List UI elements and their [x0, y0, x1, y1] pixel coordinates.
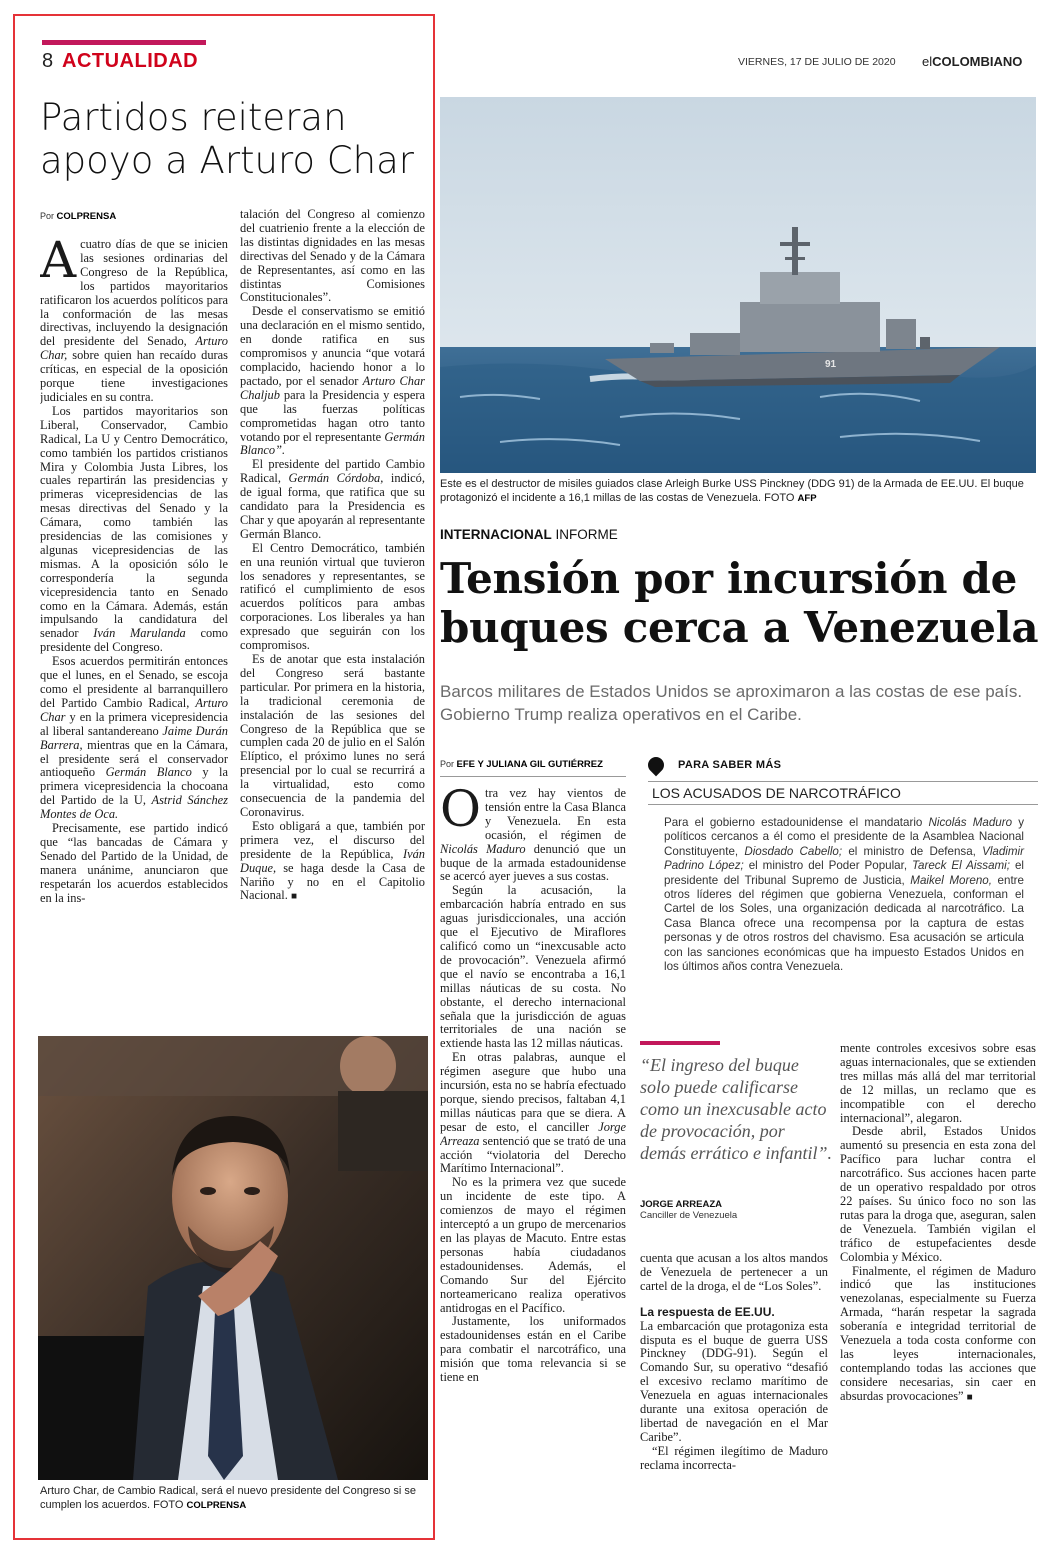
paragraph-text: tra vez hay vientos de tensión entre la Casa Blanca y Venezuela. En esta ocasión, el régimen de [485, 787, 626, 842]
person-name: Diosdado Cabello; [744, 844, 843, 858]
paragraph-text: y la primera vicepresidencia la chocoana del Partido de la U, [40, 765, 228, 808]
person-name: Arturo Char Chaljub [240, 373, 425, 402]
paragraph-text: Esos acuerdos permitirán entonces que el lunes, en el Senado, se escoja como el presidente al barranquillero del Partido Cambio Radical, [40, 654, 228, 710]
right-subhead: Barcos militares de Estados Unidos se aproximaron a las costas de ese país. Gobierno Trump realiza operativos en el Caribe. [440, 682, 1023, 724]
info-text: el presidente del Tribunal Supremo de Justicia, [664, 859, 1024, 887]
left-byline [40, 211, 116, 222]
portrait-illustration [38, 1036, 428, 1480]
uss-pinckney-photo [440, 97, 1036, 473]
paragraph-text: y en la primera vicepresidencia al liberal santandereano [40, 709, 228, 738]
newspaper-logo [922, 54, 1022, 69]
info-box-subtitle: LOS ACUSADOS DE NARCOTRÁFICO [648, 781, 1038, 805]
paragraph-text: como presidente del Congreso. [40, 626, 228, 655]
person-name: Arturo Char, [40, 334, 228, 363]
section-accent-bar [42, 40, 206, 45]
paragraph-text: No es la primera vez que sucede un incidente de este tipo. A comienzos de mayo el régimen interceptó a un grupo de mercenarios en las playas de Macuto. Entre estas personas había ciudadanos estadounidenses. Además, el Comando Sur del Ejército norteamericano realiza operativos antidrogas en el Pacífico. [440, 1175, 626, 1315]
person-name: Iván Duque, [240, 846, 425, 875]
paragraph-text: Desde abril, Estados Unidos aumentó su presencia en esta zona del Pacífico para luchar contra el narcotráfico. Sus acciones hacen parte de un operativo respaldado por otros 22 países. Su único foco no son las rutas para la droga que, aseguran, salen de Venezuela. También vigilan el tráfico de estupefacientes desde Colombia y México. [840, 1124, 1036, 1264]
info-text: el ministro de Defensa, [848, 844, 976, 858]
quote-author-role: Canciller de Venezuela [640, 1210, 738, 1221]
credit-label: FOTO [153, 1499, 184, 1511]
section-subheading: La respuesta de EE.UU. [640, 1304, 775, 1319]
kicker-type: INFORME [555, 527, 618, 542]
paragraph-text: cuenta que acusan a los altos mandos de Venezuela de pertenecer a un cartel de la droga, el de “Los Soles”. [640, 1252, 828, 1293]
right-story-column-2 [640, 1252, 828, 1540]
person-name: Astrid Sánchez Montes de Oca. [40, 793, 228, 822]
end-mark: ■ [966, 1391, 973, 1403]
right-kicker [440, 527, 618, 542]
right-headline: Tensión por incursión de buques cerca a Venezuela [440, 554, 1039, 652]
section-name: ACTUALIDAD [62, 50, 199, 72]
person-name: Arturo Char [40, 695, 228, 724]
photo-credit: COLPRENSA [186, 1500, 247, 1511]
end-mark: ■ [290, 891, 297, 903]
paragraph-text: “El régimen ilegítimo de Maduro reclama incorrecta- [640, 1443, 828, 1472]
paragraph-text: Justamente, los uniformados estadounidenses están en el Caribe para combatir el narcotráfico, una misión que toma relevancia si se tiene en [440, 1314, 626, 1385]
credit-label: FOTO [764, 492, 795, 504]
info-box-body [664, 816, 1024, 974]
person-name: Germán Blanco”. [240, 429, 425, 458]
paragraph-text: talación del Congreso al comienzo del cuatrienio frente a la elección de las distintas dignidades en las mesas directivas del Senado y de la Cámara de Representantes, así como en las distintas Comisiones Constitucionales”. [240, 208, 425, 305]
byline-prefix: Por [40, 211, 55, 221]
paragraph-text: Es de anotar que esta instalación del Congreso será bastante particular. Por primera en la historia, la tradicional ceremonia de instalación de las sesiones del Congreso de la República que se cumplen cada 20 de julio en el Salón Elíptico, el próximo lunes no será presencial por lo cual se recurrirá a la virtualidad, esto como consecuencia de la pandemia del Coronavirus. [240, 652, 425, 819]
logo-name: COLOMBIANO [932, 54, 1023, 69]
paragraph-text: mente controles excesivos sobre esas aguas internacionales, que se extienden tres millas más allá del mar territorial de 12 millas, un reclamo que es incompatible con el derecho internacional”, alegaron. [840, 1042, 1036, 1125]
info-text: y políticos cercanos a él como el presidente de la Asamblea Nacional Constituyente, [664, 816, 1024, 858]
paragraph-text: indicó, de igual forma, que ratifica que su candidato para la Presidencia es Char y que apoyarán al representante Germán Blanco. [240, 471, 425, 541]
paragraph-text: Desde el conservatismo se emitió una declaración en el mismo sentido, en donde ratifica en sus compromisos y anuncia “que votará complacido, haciendo honor a lo pactado, por el senador [240, 304, 425, 388]
caption-text: Este es el destructor de misiles guiados clase Arleigh Burke USS Pinckney (DDG 91) de la Armada de EE.UU. El buque protagonizó el incidente a 16,1 millas de las costas de Venezuela. [440, 478, 1024, 504]
paragraph-text: sobre quien han recaído duras críticas, en especial de la oposición porque tiene investigaciones judiciales en su contra. [40, 348, 228, 404]
info-text: Para el gobierno estadounidense el mandatario [664, 816, 923, 829]
byline-rule [440, 776, 626, 777]
quote-author: JORGE ARREAZA [640, 1199, 722, 1210]
paragraph-text: para la Presidencia y espera que las fuerzas políticas comprometidas hagan otro tanto votando por el representante [240, 387, 425, 444]
info-text: entre otros líderes del régimen que gobierna Venezuela, conforman el Cartel de los Soles, una organización dedicada al narcotráfico. La Casa Blanca ofrece una recompensa por la captura de estas personas y de otros rostros del chavismo. Esa acusación se articula con las sanciones económicas que ha impuesto Estados Unidos en los últimos años contra Venezuela. [664, 873, 1024, 974]
paragraph-text: se haga desde la Casa de Nariño y no en el Capitolio Nacional. [240, 860, 425, 903]
logo-prefix: el [922, 54, 933, 69]
paragraph-text: mientras que en la Cámara, el presidente será el conservador antioqueño [40, 737, 228, 780]
left-headline: Partidos reiteran apoyo a Arturo Char [40, 96, 414, 182]
paragraph-text: La embarcación que protagoniza esta disputa es el buque de guerra USS Pinckney (DDG-91). Según el Comando Sur, su operativo “desafió el excesivo reclamo marítimo de Venezuela en aguas internacionales durante una exitosa operación de libertad de navegación en el Mar Caribe”. [640, 1318, 828, 1444]
info-box-title: PARA SABER MÁS [678, 759, 782, 771]
info-text: el ministro del Poder Popular, [748, 859, 908, 873]
drop-cap: A [40, 238, 77, 289]
person-name: Germán Córdoba, [288, 471, 384, 486]
person-name: Nicolás Maduro [440, 841, 526, 856]
person-name: Maikel Moreno, [910, 873, 992, 887]
left-story-column-1 [40, 238, 228, 1008]
pull-quote: “El ingreso del buque solo puede calificarse como un inexcusable acto de provocación, por demás errático e infantil”. [640, 1055, 832, 1163]
right-story-column-1 [440, 787, 626, 1539]
person-name: Jaime Durán Barrera, [40, 723, 228, 752]
person-name: Tareck El Aissami; [912, 859, 1010, 873]
char-photo-caption [40, 1484, 428, 1513]
paragraph-text: Los partidos mayoritarios son Liberal, Conservador, Cambio Radical, La U y Centro Democrático, como también los partidos cristianos Mira y Colombia Justa Libres, los cuales repartirán las presidencias y primeras vicepresidencias de las mesas directivas del Senado y la Cámara, como también las presidencias de las comisiones y algunas vicepresidencias de las mismas. A la oposición sólo le correspondería la segunda vicepresidencia tanto en Senado como en la Cámara. Además, están impulsando la candidatura del senador [40, 403, 228, 641]
left-story-column-2 [240, 208, 425, 1008]
byline-author: EFE Y JULIANA GIL GUTIÉRREZ [456, 759, 603, 770]
location-pin-icon [645, 754, 668, 777]
arturo-char-photo [38, 1036, 428, 1480]
byline-author: COLPRENSA [56, 211, 117, 222]
paragraph-text: Precisamente, ese partido indicó que “las bancadas de Cámara y Senado del Partido de la Unidad, de manera unánime, anunciaron que respetarán los acuerdos establecidos en la ins- [40, 821, 228, 905]
right-byline [440, 759, 603, 770]
right-story-column-3 [840, 1042, 1036, 1540]
paragraph-text: El Centro Democrático, también en una reunión virtual que tuvieron los senadores y representantes, se ratificó el cumplimiento de esos acuerdos políticos para ambas corporaciones. Los liberales ya han expresado que seguirán con los compromisos. [240, 540, 425, 653]
drop-cap: O [440, 787, 481, 838]
kicker-section: INTERNACIONAL [440, 527, 552, 542]
ship-photo-caption [440, 477, 1040, 506]
page-number: 8 [42, 50, 54, 72]
paragraph-text: Según la acusación, la embarcación habría entrado en sus aguas jurisdiccionales, una acción que el Ejecutivo de Miraflores calificó como un “inexcusable acto de provocación”. Venezuela afirmó que el navío se encontraba a 16,1 millas náuticas de su costa. No obstante, el derecho internacional señala que la jurisdicción de aguas territoriales de una nación se extiende hasta las 12 millas náuticas. [440, 883, 626, 1051]
caption-text: Arturo Char, de Cambio Radical, será el nuevo presidente del Congreso si se cumplen los acuerdos. [40, 1485, 417, 1511]
person-name: Iván Marulanda [93, 626, 186, 641]
paragraph-text: denunció que un buque de la armada estadounidense se acercó ayer jueves a sus costas. [440, 841, 626, 884]
paragraph-text: sentenció que se trató de una acción “violatoria del Derecho Marítimo Internacional”. [440, 1133, 626, 1176]
paragraph-text: Esto obligará a que, también por primera vez, el discurso del presidente de la República, [240, 818, 425, 861]
person-name: Jorge Arreaza [440, 1119, 626, 1148]
quote-accent-bar [640, 1041, 720, 1045]
svg-text:91: 91 [825, 359, 837, 370]
person-name: Nicolás Maduro [928, 816, 1013, 829]
paragraph-text: En otras palabras, aunque el régimen asegure que hubo una incursión, esta no se habría efectuado porque, siendo precisos, faltaban 4,1 millas náuticas para que se diera. A pesar de esto, el canciller [440, 1050, 626, 1134]
person-name: Germán Blanco [105, 765, 192, 780]
paragraph-text: cuatro días de que se inicien las sesiones ordinarias del Congreso de la República, los partidos mayoritarios ratificaron los acuerdos políticos para la conformación de las mesas directivas, incluyendo la designación del presidente del Senado, [40, 238, 228, 349]
person-name: Vladimir Padrino López; [664, 844, 1024, 873]
edition-date: VIERNES, 17 DE JULIO DE 2020 [738, 56, 896, 68]
paragraph-text: El presidente del partido Cambio Radical, [240, 457, 425, 486]
photo-credit: AFP [797, 493, 817, 504]
ship-illustration [440, 97, 1036, 473]
paragraph-text: Finalmente, el régimen de Maduro indicó que las instituciones venezolanas, especialmente su Fuerza Armada, “harán respetar la sagrada soberanía e integridad territorial de Venezuela a toda costa conforme con las leyes internacionales, contemplando todas las acciones que considere necesarias, sin caer en absurdas provocaciones” [840, 1263, 1036, 1403]
byline-prefix: Por [440, 759, 455, 769]
